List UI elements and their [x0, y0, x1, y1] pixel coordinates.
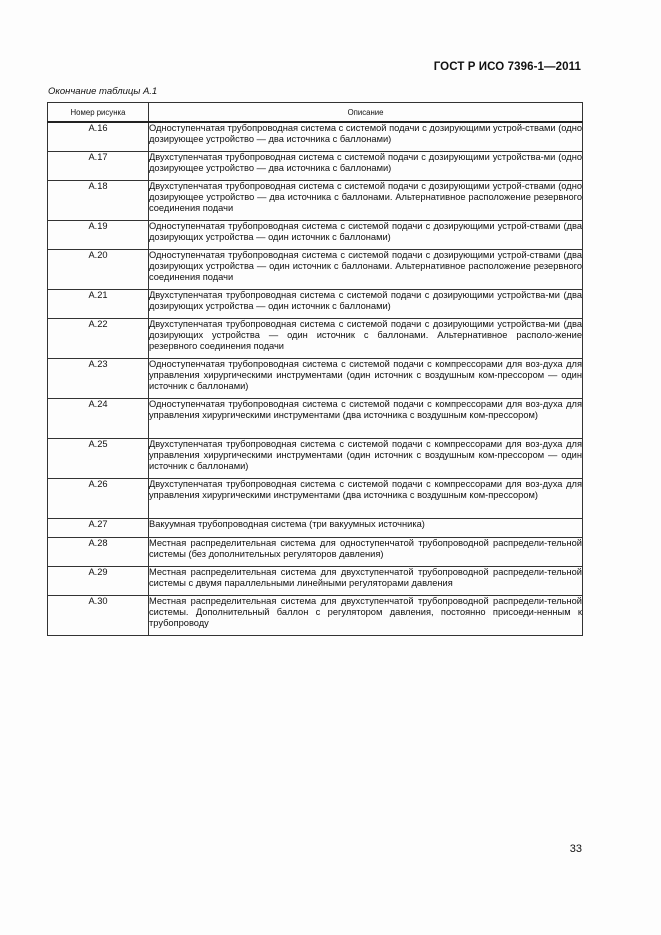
figures-table [47, 102, 583, 636]
figure-number-cell: А.18 [48, 180, 149, 220]
table-header-row [48, 103, 583, 123]
column-header-description: Описание [149, 103, 583, 123]
description-cell: Одноступенчатая трубопроводная система с системой подачи с дозирующими устрой-ствами (два дозирующих устройства — один источник с баллонами. Альтернативное расположение резервного соединения подачи [149, 249, 583, 289]
description-cell: Местная распределительная система для двухступенчатой трубопроводной распредели-тельной системы. Дополнительный баллон с регулятором давления, постоянно присоеди-ненным к трубопроводу [149, 595, 583, 635]
table-row [48, 122, 583, 151]
figure-number-cell: А.27 [48, 518, 149, 537]
description-cell: Одноступенчатая трубопроводная система с системой подачи с компрессорами для воз-духа для управления хирургическими инструментами (два источника с воздушным ком-прессором) [149, 398, 583, 438]
table-row [48, 318, 583, 358]
table-row [48, 537, 583, 566]
table-row [48, 438, 583, 478]
table-row [48, 249, 583, 289]
description-cell: Вакуумная трубопроводная система (три вакуумных источника) [149, 518, 583, 537]
figure-number-cell: А.19 [48, 220, 149, 249]
description-cell: Местная распределительная система для одноступенчатой трубопроводной распредели-тельной системы (без дополнительных регуляторов давления) [149, 537, 583, 566]
document-standard-header: ГОСТ Р ИСО 7396-1—2011 [433, 61, 581, 73]
description-cell: Двухступенчатая трубопроводная система с системой подачи с дозирующими устройства-ми (одно дозирующее устройство — два источника с баллонами) [149, 151, 583, 180]
table-row [48, 595, 583, 635]
figure-number-cell: А.25 [48, 438, 149, 478]
figure-number-cell: А.16 [48, 122, 149, 151]
table-row [48, 398, 583, 438]
description-cell: Одноступенчатая трубопроводная система с системой подачи с компрессорами для воз-духа для управления хирургическими инструментами (один источник с воздушным ком-прессором — один источник с баллонами) [149, 358, 583, 398]
figure-number-cell: А.23 [48, 358, 149, 398]
figure-number-cell: А.17 [48, 151, 149, 180]
description-cell: Двухступенчатая трубопроводная система с системой подачи с дозирующими устройства-ми (два дозирующих устройства — один источник с баллонами. Альтернативное располо-жение резервного соединения подачи [149, 318, 583, 358]
description-cell: Одноступенчатая трубопроводная система с системой подачи с дозирующими устрой-ствами (одно дозирующее устройство — два источника с баллонами) [149, 122, 583, 151]
figure-number-cell: А.28 [48, 537, 149, 566]
table-row [48, 478, 583, 518]
table-row [48, 358, 583, 398]
page-number: 33 [569, 843, 582, 855]
table-row [48, 220, 583, 249]
table-row [48, 151, 583, 180]
figure-number-cell: А.24 [48, 398, 149, 438]
table-row [48, 566, 583, 595]
description-cell: Двухступенчатая трубопроводная система с системой подачи с дозирующими устройства-ми (два дозирующих устройства — один источник с баллонами) [149, 289, 583, 318]
table-row [48, 289, 583, 318]
figure-number-cell: А.22 [48, 318, 149, 358]
column-header-figure-number: Номер рисунка [48, 103, 149, 123]
description-cell: Местная распределительная система для двухступенчатой трубопроводной распредели-тельной системы с двумя параллельными линейными регуляторами давления [149, 566, 583, 595]
figure-number-cell: А.26 [48, 478, 149, 518]
description-cell: Одноступенчатая трубопроводная система с системой подачи с дозирующими устрой-ствами (два дозирующих устройства — один источник с баллонами) [149, 220, 583, 249]
figure-number-cell: А.21 [48, 289, 149, 318]
description-cell: Двухступенчатая трубопроводная система с системой подачи с компрессорами для воз-духа для управления хирургическими инструментами (два источника с воздушным ком-прессором) [149, 478, 583, 518]
table-row [48, 180, 583, 220]
description-cell: Двухступенчатая трубопроводная система с системой подачи с компрессорами для воз-духа для управления хирургическими инструментами (один источник с воздушным ком-прессором — один источник с баллонами) [149, 438, 583, 478]
figure-number-cell: А.20 [48, 249, 149, 289]
figure-number-cell: А.29 [48, 566, 149, 595]
table-caption: Окончание таблицы А.1 [48, 86, 158, 97]
table-row [48, 518, 583, 537]
figure-number-cell: А.30 [48, 595, 149, 635]
description-cell: Двухступенчатая трубопроводная система с системой подачи с дозирующими устрой-ствами (одно дозирующее устройство — два источника с баллонами. Альтернативное расположение резервного соединения подачи [149, 180, 583, 220]
